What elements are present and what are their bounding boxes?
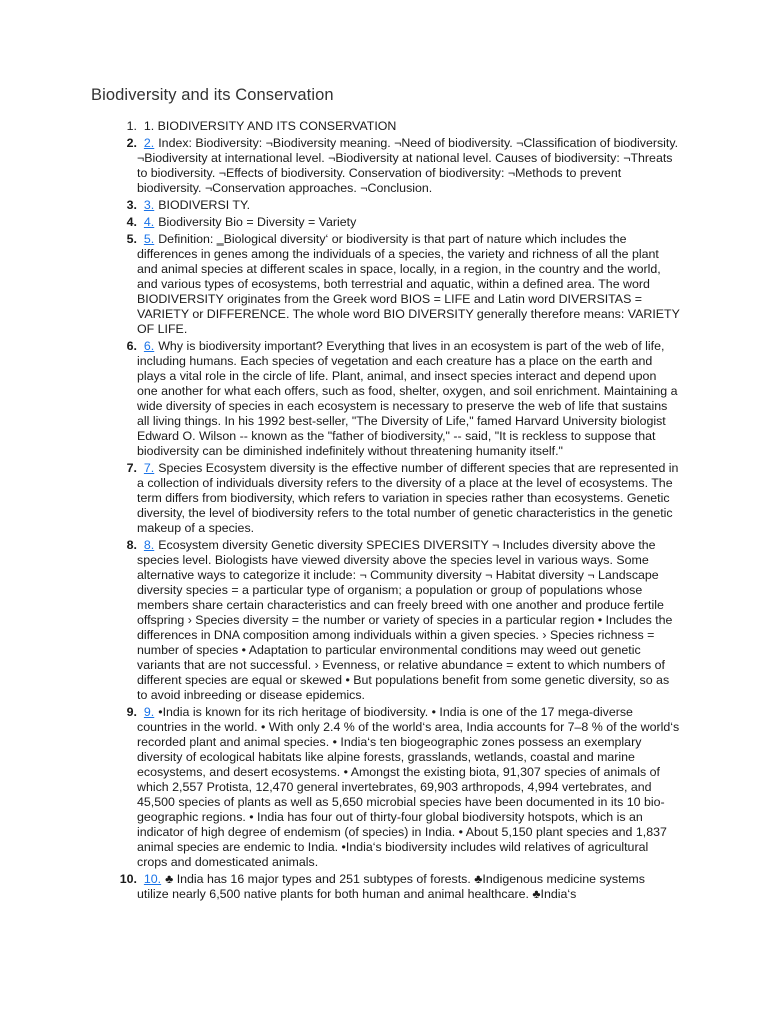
slide-link[interactable]: 3.	[143, 198, 155, 212]
list-item	[100, 215, 680, 230]
item-number: 7.	[126, 461, 137, 475]
item-text-container	[137, 198, 680, 213]
list-item	[100, 198, 680, 213]
item-text: Biodiversity Bio = Diversity = Variety	[158, 215, 357, 229]
list-item	[100, 872, 680, 902]
item-number: 5.	[126, 232, 137, 246]
item-number: 1.	[126, 119, 137, 133]
item-text: Why is biodiversity important? Everything that lives in an ecosystem is part of the web of life, including humans. Each species of vegetation and each creature has a place on the earth and plays a vital role in the circle of life. Plant, animal, and insect species interact and depend upon one another for what each offers, such as food, shelter, oxygen, and soil enrichment. Maintaining a wide diversity of species in each ecosystem is necessary to preserve the web of life that sustains all living things. In his 1992 best-seller, "The Diversity of Life," famed Harvard University biologist Edward O. Wilson -- known as the "father of biodiversity," -- said, "It is reckless to suppose that biodiversity can be diminished indefinitely without threatening humanity itself."	[137, 339, 678, 458]
item-text-container	[137, 119, 680, 134]
item-number: 9.	[126, 705, 137, 719]
item-number: 4.	[126, 215, 137, 229]
item-text: Ecosystem diversity Genetic diversity SPECIES DIVERSITY ¬ Includes diversity above the species level. Biologists have viewed diversity above the species level in various ways. Some alternative ways to categorize it include: ¬ Community diversity ¬ Habitat diversity ¬ Landscape diversity species = a particular type of organism; a population or group of populations whose members share certain characteristics and can freely breed with one another and produce fertile offspring › Species diversity = the number or variety of species in a particular region • Includes the differences in DNA composition among individuals within a given species. › Species richness = number of species • Adaptation to particular environmental conditions may weed out genetic variants that are not successful. › Evenness, or relative abundance = extent to which numbers of different species are equal or skewed • But populations benefit from some genetic diversity, so as to avoid inbreeding or disease epidemics.	[137, 538, 673, 702]
item-text-container	[137, 538, 680, 703]
list-item	[100, 705, 680, 870]
item-text: •India is known for its rich heritage of biodiversity. • India is one of the 17 mega-diverse countries in the world. • With only 2.4 % of the world‘s area, India accounts for 7–8 % of the world‘s recorded plant and animal species. • India‘s ten biogeographic zones possess an exemplary diversity of ecological habitats like alpine forests, grasslands, wetlands, coastal and marine ecosystems, and desert ecosystems. • Amongst the existing biota, 91,307 species of animals of which 2,557 Protista, 12,470 general invertebrates, 69,903 arthropods, 4,994 vertebrates, and 45,500 species of plants as well as 5,650 microbial species have been documented in its 10 bio-geographic regions. • India has four out of thirty-four global biodiversity hotspots, which is an indicator of high degree of endemism (of species) in India. • About 5,150 plant species and 1,837 animal species are endemic to India. •India‘s biodiversity includes wild relatives of agricultural crops and domesticated animals.	[137, 705, 680, 869]
list-item	[100, 339, 680, 459]
item-text: 1. BIODIVERSITY AND ITS CONSERVATION	[143, 119, 397, 133]
item-text-container	[137, 339, 680, 459]
item-text: Definition: ‗Biological diversity‘ or biodiversity is that part of nature which includes the differences in genes among the individuals of a species, the variety and richness of all the plant and animal species at different scales in space, locally, in a region, in the country and the world, and various types of ecosystems, both terrestrial and aquatic, within a defined area. The word BIODIVERSITY originates from the Greek word BIOS = LIFE and Latin word DIVERSITAS = VARIETY or DIFFERENCE. The whole word BIO DIVERSITY generally therefore means: VARIETY OF LIFE.	[137, 232, 680, 336]
item-number: 3.	[126, 198, 137, 212]
document-title: Biodiversity and its Conservation	[91, 86, 334, 104]
list-item	[100, 136, 680, 196]
item-text: ♣ India has 16 major types and 251 subtypes of forests. ♣Indigenous medicine systems utilize nearly 6,500 native plants for both human and animal healthcare. ♣India‘s	[137, 872, 645, 901]
list-item	[100, 461, 680, 536]
item-text-container	[137, 705, 680, 870]
item-text: Species Ecosystem diversity is the effective number of different species that are represented in a collection of individuals diversity refers to the diversity of a place at the level of ecosystems. The term differs from biodiversity, which refers to variation in species rather than ecosystems. Genetic diversity, the level of biodiversity refers to the total number of genetic characteristics in the genetic makeup of a species.	[137, 461, 679, 535]
item-text-container	[137, 215, 680, 230]
item-text-container	[137, 461, 680, 536]
item-number: 2.	[126, 136, 137, 150]
slide-link[interactable]: 6.	[143, 339, 155, 353]
item-text-container	[137, 872, 680, 902]
item-text-container	[137, 136, 680, 196]
slide-link[interactable]: 8.	[143, 538, 155, 552]
slide-link[interactable]: 2.	[143, 136, 155, 150]
list-item	[100, 538, 680, 703]
item-text: Index: Biodiversity: ¬Biodiversity meaning. ¬Need of biodiversity. ¬Classification of biodiversity. ¬Biodiversity at international level. ¬Biodiversity at national level. Causes of biodiversity: ¬Threats to biodiversity. ¬Effects of biodiversity. Conservation of biodiversity: ¬Methods to prevent biodiversity. ¬Conservation approaches. ¬Conclusion.	[137, 136, 679, 195]
slide-text-list	[100, 119, 680, 904]
list-item	[100, 119, 680, 134]
slide-link[interactable]: 5.	[143, 232, 155, 246]
list-item	[100, 232, 680, 337]
item-text: BIODIVERSI TY.	[158, 198, 251, 212]
slide-link[interactable]: 7.	[143, 461, 155, 475]
item-text-container	[137, 232, 680, 337]
item-number: 10.	[119, 872, 137, 886]
item-number: 6.	[126, 339, 137, 353]
slide-link[interactable]: 10.	[143, 872, 162, 886]
item-number: 8.	[126, 538, 137, 552]
slide-link[interactable]: 9.	[143, 705, 155, 719]
slide-link[interactable]: 4.	[143, 215, 155, 229]
